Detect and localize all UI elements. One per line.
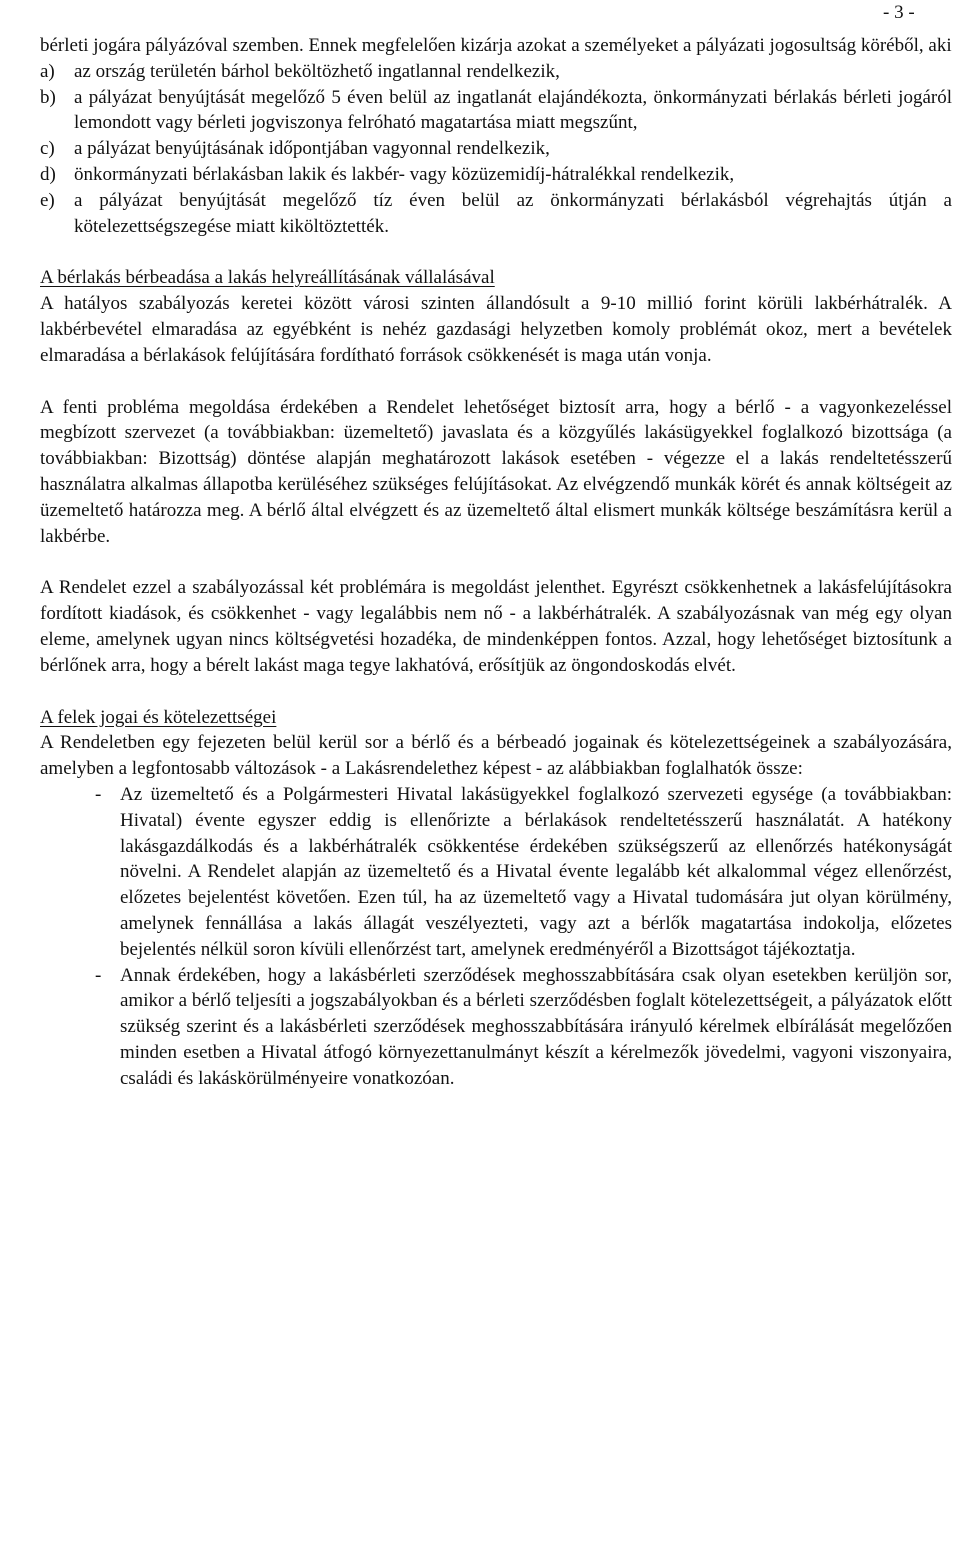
exclusion-list [40, 59, 952, 240]
document-body [40, 33, 952, 1091]
paragraph: A hatályos szabályozás keretei között városi szinten állandósult a 9-10 millió forint körüli lakbérhátralék. A lakbérbevétel elmaradása az egyébként is nehéz gazdasági helyzetben komoly problémát okoz, mert a bevételek elmaradása a bérlakások felújítására fordítható források csökkenését is maga után vonja. [40, 293, 952, 366]
obligations-list [40, 782, 952, 1092]
list-marker: e) [40, 189, 55, 211]
list-item-text: Az üzemeltető és a Polgármesteri Hivatal lakásügyekkel foglalkozó szervezeti egysége (a továbbiakban: Hivatal) évente egyszer eddig is ellenőrizte a bérlakások rendeltetésszerű használatát. A hatékony lakásgazdálkodás és a lakbérhátralék csökkentése érdekében szükségszerű az ellenőrzés hatékonyságát növelni. A Rendelet alapján az üzemeltető és a Hivatal évente legalább két alkalommal végez ellenőrzést, előzetes bejelentést követően. Ezen túl, ha az üzemeltető vagy a Hivatal tudomására jut olyan körülmény, amelynek fennállása a lakás állagát veszélyezteti, vagy azt a bérlők magatartása indokolja, előzetes bejelentés nélkül soron kívüli ellenőrzést tart, amelynek eredményéről a Bizottságot tájékoztatja. [120, 783, 952, 960]
spacer [40, 369, 952, 395]
list-item [40, 782, 952, 963]
list-item-text: önkormányzati bérlakásban lakik és lakbér- vagy közüzemidíj-hátralékkal rendelkezik, [74, 163, 735, 185]
list-item-text: a pályázat benyújtását megelőző 5 éven belül az ingatlanát elajándékozta, önkormányzati bérlakás bérleti jogáról lemondott vagy bérleti jogviszonya felróható magatartása miatt megszűnt, [74, 86, 952, 134]
list-item [40, 85, 952, 137]
list-item [40, 188, 952, 240]
list-item [40, 162, 952, 188]
list-marker: a) [40, 60, 55, 82]
paragraph: A fenti probléma megoldása érdekében a Rendelet lehetőséget biztosít arra, hogy a bérlő - a vagyonkezeléssel megbízott szervezet (a továbbiakban: üzemeltető) javaslata és a közgyűlés lakásügyekkel foglalkozó bizottsága (a továbbiakban: Bizottság) döntése alapján meghatározott lakások esetében - végezze el a lakás rendeltetésszerű használatra alkalmas állapotba kerüléséhez szükséges felújításokat. Az elvégzendő munkák körét és annak költségeit az üzemeltető határozza meg. A bérlő által elvégzett és az üzemeltető által elismert munkák költsége beszámításra kerül a lakbérbe. [40, 396, 952, 547]
list-marker: b) [40, 86, 56, 108]
spacer [40, 239, 952, 265]
page-number: - 3 - [883, 2, 915, 23]
spacer [40, 679, 952, 705]
section-heading: A bérlakás bérbeadása a lakás helyreállításának vállalásával [40, 267, 495, 289]
spacer [40, 549, 952, 575]
list-item [40, 59, 952, 85]
paragraph: A Rendeletben egy fejezeten belül kerül sor a bérlő és a bérbeadó jogainak és kötelezettségeinek a szabályozására, amelyben a legfontosabb változások - a Lakásrendelethez képest - az alábbiakban foglalhatók össze: [40, 732, 952, 780]
paragraph: A Rendelet ezzel a szabályozással két problémára is megoldást jelenthet. Egyrészt csökkenhetnek a lakásfelújításokra fordított kiadások, és csökkenhet - vagy legalábbis nem nő - a lakbérhátralék. A szabályozásnak van még egy olyan eleme, amelynek ugyan nincs költségvetési hozadéka, de mindenképpen fontos. Azzal, hogy lehetőséget biztosítunk a bérlőnek arra, hogy a bérelt lakást maga tegye lakhatóvá, erősítjük az öngondoskodás elvét. [40, 577, 952, 676]
list-marker: - [95, 964, 102, 986]
list-item [40, 136, 952, 162]
list-marker: d) [40, 163, 56, 185]
list-marker: - [95, 783, 102, 805]
list-item-text: a pályázat benyújtását megelőző tíz éven belül az önkormányzati bérlakásból végrehajtás útján a kötelezettségszegése miatt kiköltöztették. [74, 189, 952, 237]
list-item-text: Annak érdekében, hogy a lakásbérleti szerződések meghosszabbítására csak olyan esetekben kerüljön sor, amikor a bérlő teljesíti a jogszabályokban és a bérleti szerződésben foglalt kötelezettségeit, a pályázatok előtt szükség szerint és a lakásbérleti szerződések meghosszabbítására irányuló kérelmek elbírálását megelőzően minden esetben a Hivatal átfogó környezettanulmányt készít a kérelmezők jövedelmi, vagyoni viszonyaira, családi és lakáskörülményeire vonatkozóan. [120, 964, 952, 1089]
list-item-text: az ország területén bárhol beköltözhető ingatlannal rendelkezik, [74, 60, 560, 82]
list-marker: c) [40, 138, 55, 160]
intro-paragraph: bérleti jogára pályázóval szemben. Ennek megfelelően kizárja azokat a személyeket a pályázati jogosultság köréből, aki [40, 35, 952, 56]
list-item [40, 963, 952, 1092]
list-item-text: a pályázat benyújtásának időpontjában vagyonnal rendelkezik, [74, 138, 550, 160]
section-heading: A felek jogai és kötelezettségei [40, 706, 277, 728]
